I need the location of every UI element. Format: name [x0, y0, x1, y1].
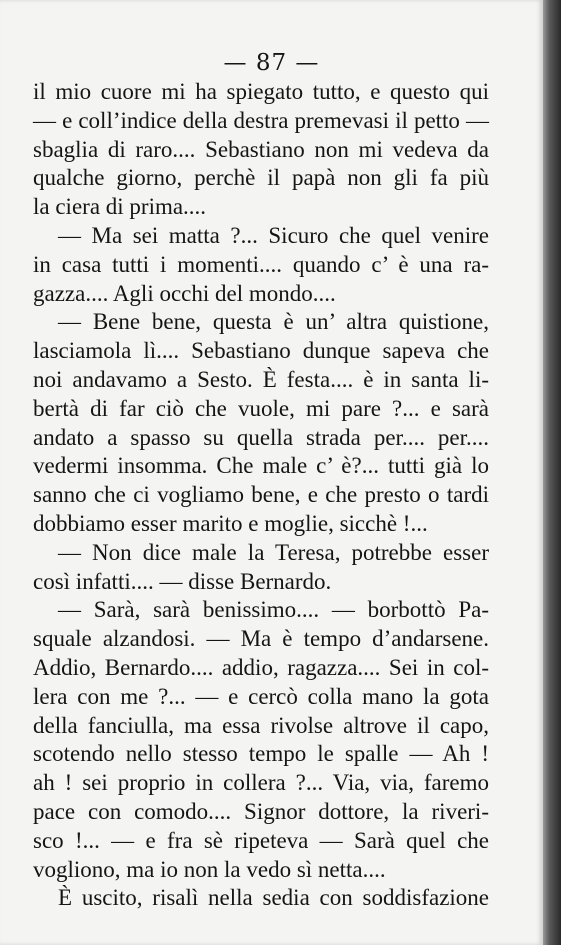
- text-line: lera con me ?... — e cercò colla mano la gota: [33, 683, 489, 709]
- text-line: qualche giorno, perchè il papà non gli fa più: [33, 165, 489, 191]
- text-line: Addio, Bernardo.... addio, ragazza.... Sei in col-: [33, 654, 489, 680]
- text-line: gazza.... Agli occhi del mondo....: [33, 280, 336, 306]
- text-line: il mio cuore mi ha spiegato tutto, e questo qui: [33, 79, 489, 104]
- text-line: in casa tutti i momenti.... quando c’ è una ra-: [33, 251, 489, 277]
- text-line: sanno che ci vogliamo bene, e che presto o tardi: [33, 482, 489, 508]
- text-line: la ciera di prima....: [33, 194, 207, 220]
- text-line: dobbiamo esser marito e moglie, sicchè !...: [33, 510, 428, 536]
- text-line: così infatti.... — disse Bernardo.: [33, 568, 332, 594]
- text-line: — e coll’indice della destra premevasi il petto —: [33, 107, 489, 133]
- page-number: — 87 —: [223, 50, 320, 76]
- text-line: sco !... — e fra sè ripeteva — Sarà quel che: [33, 827, 489, 853]
- text-line: bertà di far ciò che vuole, mi pare ?... e sarà: [33, 395, 489, 421]
- text-line: — Sarà, sarà benissimo.... — borbottò Pa-: [58, 597, 489, 623]
- text-line: sbaglia di raro.... Sebastiano non mi vedeva da: [33, 136, 489, 162]
- text-line: squale alzandosi. — Ma è tempo d’andarsene.: [33, 626, 489, 652]
- text-line: pace con comodo.... Signor dottore, la riveri-: [33, 798, 489, 824]
- text-line: — Non dice male la Teresa, potrebbe esser: [58, 539, 489, 565]
- text-line: lasciamola lì.... Sebastiano dunque sapeva che: [33, 338, 489, 364]
- text-line: andato a spasso su quella strada per.... per....: [33, 424, 489, 450]
- text-line: vedermi insomma. Che male c’ è?... tutti già lo: [33, 453, 489, 479]
- text-line: È uscito, risalì nella sedia con soddisfazione: [58, 885, 489, 911]
- text-line: ah ! sei proprio in collera ?... Via, via, faremo: [33, 770, 489, 796]
- text-line: vogliono, ma io non la vedo sì netta....: [33, 856, 386, 882]
- body-text: [33, 78, 489, 913]
- text-line: — Ma sei matta ?... Sicuro che quel venire: [58, 222, 489, 248]
- text-line: — Bene bene, questa è un’ altra quistione,: [58, 309, 489, 335]
- page-edge-shadow: [543, 0, 561, 945]
- text-line: noi andavamo a Sesto. È festa.... è in santa li-: [33, 366, 489, 392]
- text-line: scotendo nello stesso tempo le spalle — Ah !: [33, 741, 489, 767]
- text-line: della fanciulla, ma essa rivolse altrove il capo,: [33, 712, 489, 738]
